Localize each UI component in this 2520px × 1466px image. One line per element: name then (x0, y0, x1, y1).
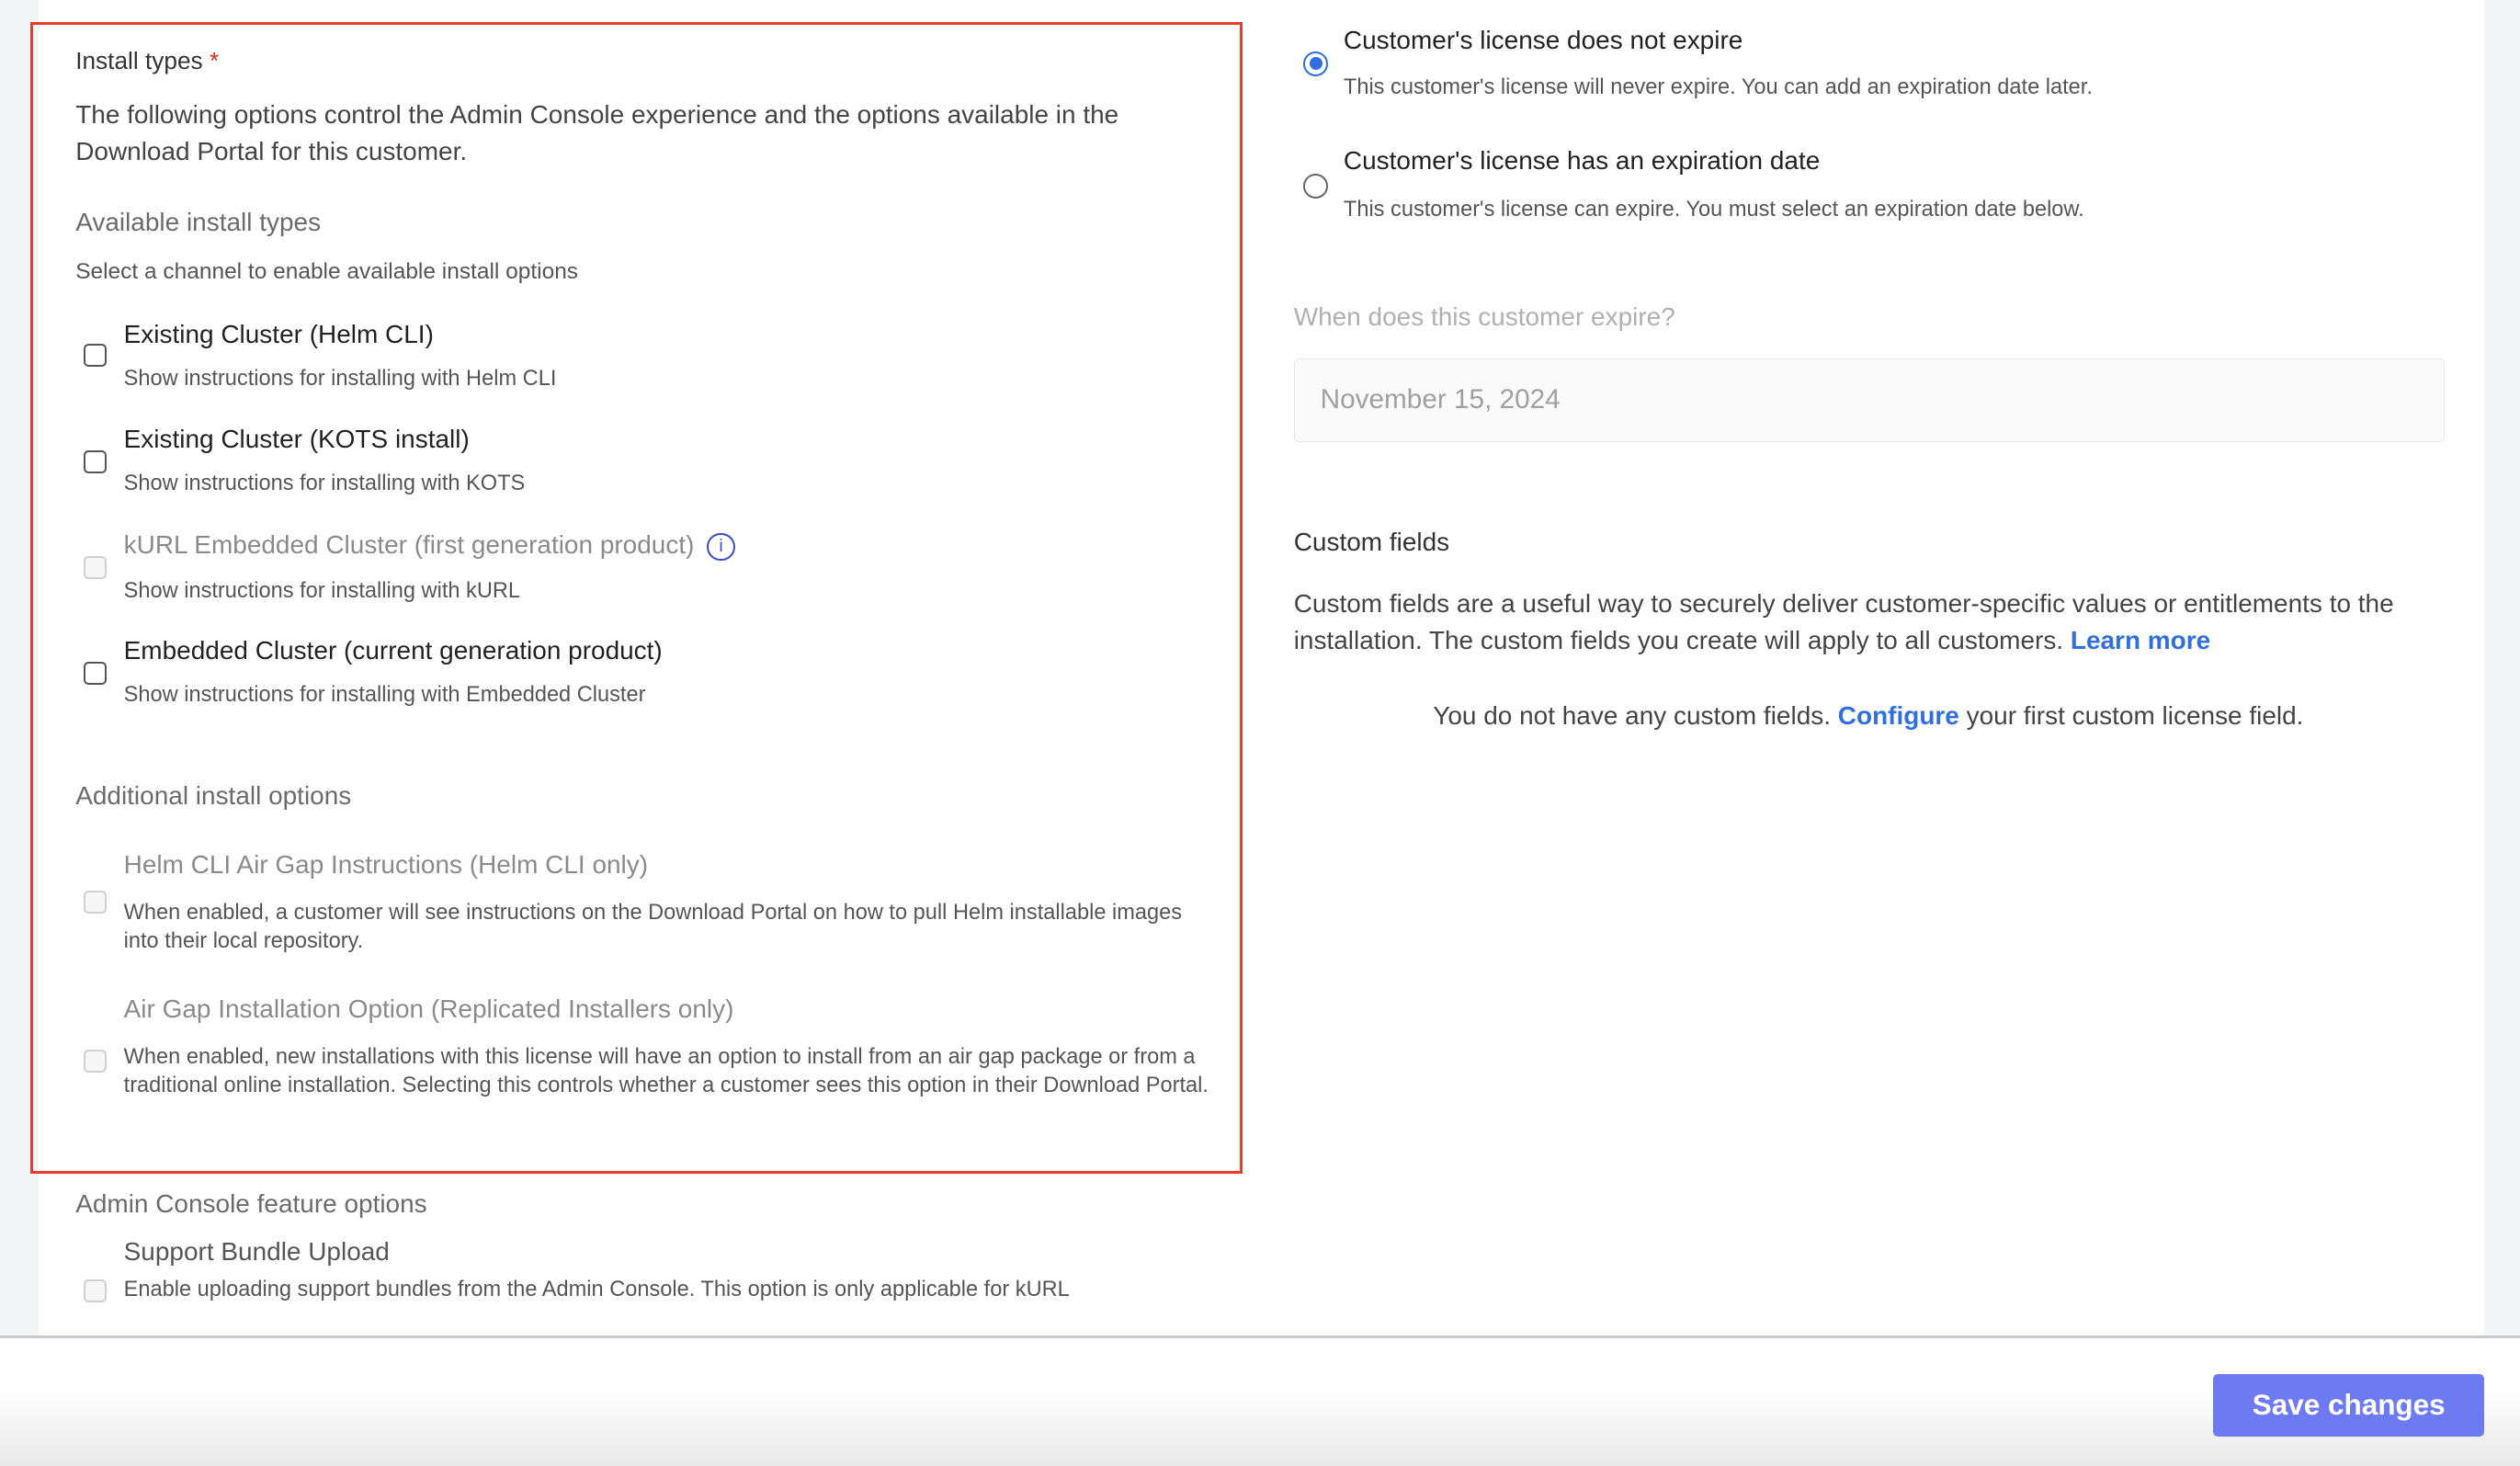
kots-desc: Show instructions for installing with KOTS (123, 471, 526, 495)
embedded-cluster-desc: Show instructions for installing with Embedded Cluster (123, 683, 646, 708)
kurl-desc: Show instructions for installing with kURL (123, 578, 521, 603)
helm-cli-label: Existing Cluster (Helm CLI) (123, 319, 434, 348)
custom-fields-text: Custom fields are a useful way to securely deliver customer-specific values or entitlements to the installation. The custom fields you create will apply to all customers. (1293, 589, 2394, 655)
footer-bar (0, 1335, 2520, 1466)
admin-console-options-heading: Admin Console feature options (75, 1189, 427, 1219)
custom-fields-heading: Custom fields (1293, 527, 1450, 556)
support-bundle-label: Support Bundle Upload (123, 1237, 390, 1267)
kurl-label: kURL Embedded Cluster (first generation product) (123, 530, 695, 560)
info-icon[interactable]: i (707, 533, 734, 561)
available-install-types-hint: Select a channel to enable available install options (75, 258, 579, 284)
embedded-cluster-label: Embedded Cluster (current generation product) (123, 636, 663, 665)
helm-cli-desc: Show instructions for installing with Helm CLI (123, 366, 557, 391)
helm-airgap-checkbox[interactable] (84, 891, 107, 914)
support-bundle-desc: Enable uploading support bundles from the Admin Console. This option is only applicable for kURL (123, 1278, 1070, 1302)
has-expiry-desc: This customer's license can expire. You must select an expiration date below. (1343, 198, 2084, 222)
empty-prefix: You do not have any custom fields. (1433, 701, 1831, 731)
kots-checkbox[interactable] (84, 450, 107, 473)
custom-fields-empty (1294, 698, 2443, 734)
expiry-date-input[interactable]: November 15, 2024 (1294, 358, 2445, 442)
install-types-description: The following options control the Admin Console experience and the options available in the Download Portal for this customer. (75, 99, 1119, 166)
title-text: Install types (75, 46, 203, 74)
no-expiry-desc: This customer's license will never expire. You can add an expiration date later. (1343, 75, 2093, 100)
install-types-title (75, 47, 219, 75)
helm-cli-checkbox[interactable] (84, 344, 107, 367)
save-changes-button[interactable]: Save changes (2213, 1374, 2485, 1437)
airgap-install-checkbox[interactable] (84, 1050, 107, 1073)
available-install-types-heading: Available install types (75, 207, 322, 236)
custom-fields-description (1294, 585, 2443, 659)
kurl-row (124, 530, 735, 561)
has-expiry-radio[interactable] (1303, 174, 1328, 199)
airgap-install-desc: When enabled, new installations with this license will have an option to install from an air gap package or from a traditional online installation. Selecting this controls whether a customer sees this option in their Download Portal. (123, 1044, 1209, 1098)
has-expiry-label: Customer's license has an expiration date (1343, 146, 1821, 176)
no-expiry-radio[interactable] (1303, 51, 1328, 76)
expiry-date-label: When does this customer expire? (1293, 301, 1675, 331)
kurl-checkbox[interactable] (84, 556, 107, 579)
required-mark: * (209, 46, 220, 74)
embedded-cluster-checkbox[interactable] (84, 662, 107, 685)
configure-link[interactable]: Configure (1837, 701, 1959, 731)
helm-airgap-desc: When enabled, a customer will see instructions on the Download Portal on how to pull Helm installable images into their local repository. (123, 900, 1183, 953)
support-bundle-checkbox[interactable] (84, 1279, 107, 1302)
empty-suffix: your first custom license field. (1966, 701, 2304, 731)
learn-more-link[interactable]: Learn more (2070, 626, 2211, 655)
helm-airgap-label: Helm CLI Air Gap Instructions (Helm CLI only) (123, 850, 649, 880)
additional-install-options-heading: Additional install options (75, 780, 352, 810)
kots-label: Existing Cluster (KOTS install) (123, 424, 470, 453)
no-expiry-label: Customer's license does not expire (1343, 25, 1743, 54)
airgap-install-label: Air Gap Installation Option (Replicated Installers only) (123, 994, 734, 1024)
custom-fields-section (1294, 528, 2443, 735)
